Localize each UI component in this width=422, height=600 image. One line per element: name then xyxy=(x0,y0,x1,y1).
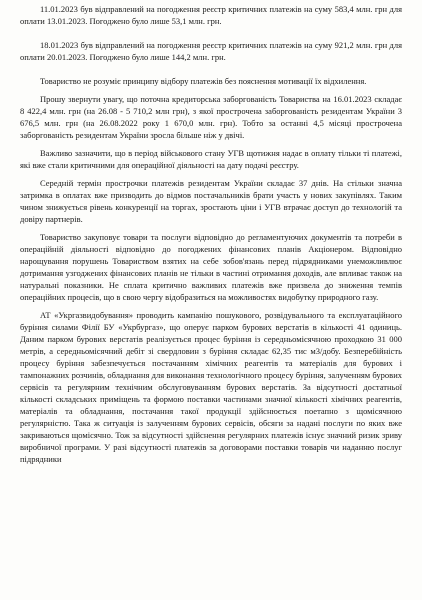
paragraph-registry-jan-11: 11.01.2023 був відправлений на погодження реєстр критичних платежів на суму 583,4 млн. грн для оплати 13.01.2023. Погоджено було лише 53,1 млн. грн. xyxy=(20,4,402,26)
paragraph-overdue-term: Середній термін прострочки платежів резидентам України складає 37 днів. На стільки значна затримка в оплатах вже призводить до відмов постачальників брати участь у нових закупівлях. Таким чином знижується рівень конкуренції на торгах, зростають ціни і УГВ втрачає доступ до технологій та довіру партнерів. xyxy=(20,178,402,224)
paragraph-procurement: Товариство закуповує товари та послуги відповідно до регламентуючих документів та потреби в операційній діяльності відповідно до погоджених фінансових планів Акціонером. Відповідно нарощування порушень Товариством взятих на себе зобов'язань перед підрядниками унеможливлює дотримання узгоджених фінансових планів не тільки в частині отримання доходів, але впливає також на натуральні показники. Не сплата критично важливих платежів вже призвела до зниження темпів операційних процесів, що в свою чергу відобразиться на можливостях видобутку природного газу. xyxy=(20,232,402,302)
paragraph-registry-jan-18: 18.01.2023 був відправлений на погодження реєстр критичних платежів на суму 921,2 млн. грн для оплати 20.01.2023. Погоджено було лише 144,2 млн. грн. xyxy=(20,40,402,62)
paragraph-critical-payments: Важливо зазначити, що в період військового стану УГВ щотижня надає в оплату тільки ті платежі, які вже стали критичними для операційної діяльності на дату подачі реєстру. xyxy=(20,148,402,170)
paragraph-drilling-campaign: АТ «Укргазвидобування» проводить кампанію пошукового, розвідувального та експлуатаційного буріння силами Філії БУ «Укрбургаз», що оперує парком бурових верстатів в кількості 41 одиниць. Даним парком бурових верстатів реалізується процес буріння із середньомісячною проходкою 31 000 метрів, а середньомісячний дебіт зі свердловин з буріння складає 62,35 тис м3/добу. Безперебійність процесу буріння забезпечується постачанням хімічних реагентів та матеріалів для бурових і тампонажних розчинів, обладнання для виконання технологічного процесу буріння, залученням бурових сервісів та регулярним технічним обслуговуванням бурових верстатів. За відсутності достатньої кількості складських приміщень та формою поставки частинами значної кількості хімічних реагентів, матеріалів та обладнання, постачання такої продукції здійснюється поетапно з щомісячною регулярністю. Така ж ситуація із залученням бурових сервісів, обсяги за надані послуги по яких вже закриваються щомісячно. Тож за відсутності здійснення регулярних платежів існує значний ризик зриву виробничої програми. У разі відсутності платежів за договорами поставки товарів чи наданню послуг підрядники xyxy=(20,310,402,464)
paragraph-accounts-payable: Прошу звернути увагу, що поточна кредиторська заборгованість Товариства на 16.01.2023 складає 8 422,4 млн. грн (на 26.08 - 5 710,2 млн грн), з якої прострочена заборгованість резидентам України 3 676,5 млн. грн (на 26.08.2022 року 1 670,0 млн. грн). Тобто за останні 4,5 місяці прострочена заборгованість резидентам України зросла більше ніж у двічі. xyxy=(20,94,402,140)
paragraph-selection-principle: Товариство не розуміє принципу відбору платежів без пояснення мотивації їх відхилення. xyxy=(40,76,367,86)
